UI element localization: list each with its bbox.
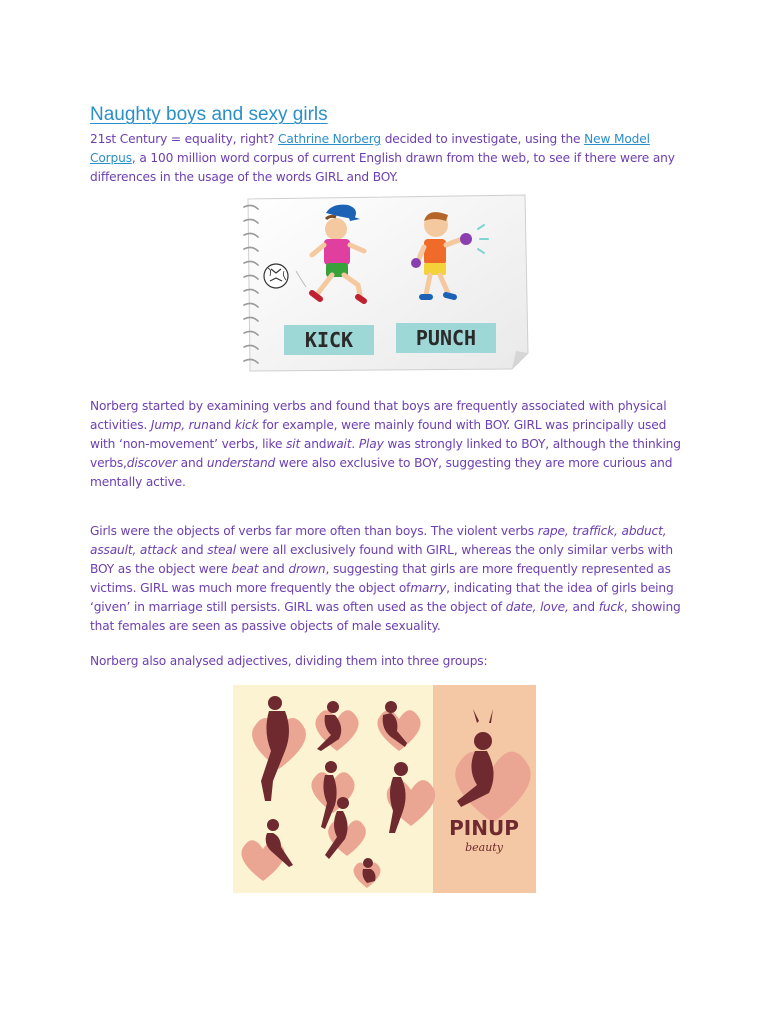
verbs-text: and (300, 437, 327, 451)
objects-text: Girls were the objects of verbs far more often than boys. The violent verbs (90, 524, 538, 538)
author-link[interactable]: Cathrine Norberg (278, 132, 381, 146)
objects-text: , indicating that the idea of girls being ‘given’ in marriage still persists. GIRL was often used as the object of (90, 581, 674, 614)
intro-text-1: 21st Century = equality, right? (90, 132, 279, 146)
verbs-italic: wait (326, 437, 352, 451)
verbs-italic: Jump, run (150, 418, 209, 432)
verbs-italic: sit (286, 437, 301, 451)
punch-caption: PUNCH (415, 326, 477, 350)
article-title: Naughty boys and sexy girls (90, 104, 328, 125)
objects-text: , showing that females are seen as passive objects of male sexuality. (90, 600, 681, 633)
objects-text: and (568, 600, 599, 614)
objects-italic: drown (288, 562, 326, 576)
pinup-image (233, 685, 536, 893)
kick-punch-image (240, 193, 530, 373)
objects-text: , suggesting that girls are more frequently represented as victims. GIRL was much more frequently the object of (90, 562, 671, 595)
intro-paragraph (90, 130, 690, 187)
objects-italic: beat (231, 562, 259, 576)
objects-text: and (177, 543, 208, 557)
verbs-text: was strongly linked to BOY, although the thinking verbs, (90, 437, 681, 470)
verbs-text: were also exclusive to BOY, suggesting they are more curious and mentally active. (90, 456, 673, 489)
corpus-link[interactable]: New Model Corpus (90, 132, 650, 165)
verbs-text: and (176, 456, 207, 470)
verbs-italic: discover (126, 456, 177, 470)
verbs-paragraph (90, 397, 690, 492)
verbs-text: . (351, 437, 359, 451)
verbs-text: and (208, 418, 235, 432)
objects-paragraph (90, 522, 690, 636)
beauty-caption: beauty (465, 841, 503, 854)
verbs-italic: kick (234, 418, 259, 432)
objects-text: and (258, 562, 289, 576)
objects-italic: marry (410, 581, 447, 595)
verbs-text: for example, were mainly found with BOY. GIRL was principally used with ‘non-movement’ verbs, like (90, 418, 667, 451)
objects-text: were all exclusively found with GIRL, whereas the only similar verbs with BOY as the object were (90, 543, 673, 576)
pinup-caption: PINUP (449, 816, 519, 840)
objects-italic: rape, traffick, abduct, assault, attack (90, 524, 667, 557)
kick-caption: KICK (304, 328, 354, 352)
intro-text-3: , a 100 million word corpus of current English drawn from the web, to see if there were any differences in the usage of the words GIRL and BOY. (90, 151, 675, 184)
intro-text-2: decided to investigate, using the (380, 132, 585, 146)
objects-italic: date, love, (505, 600, 569, 614)
adjectives-paragraph: Norberg also analysed adjectives, dividing them into three groups: (90, 654, 488, 668)
verbs-italic: Play (358, 437, 384, 451)
verbs-italic: understand (206, 456, 276, 470)
objects-italic: steal (207, 543, 236, 557)
objects-italic: fuck (598, 600, 624, 614)
verbs-text: Norberg started by examining verbs and found that boys are frequently associated with physical activities. (90, 399, 667, 432)
